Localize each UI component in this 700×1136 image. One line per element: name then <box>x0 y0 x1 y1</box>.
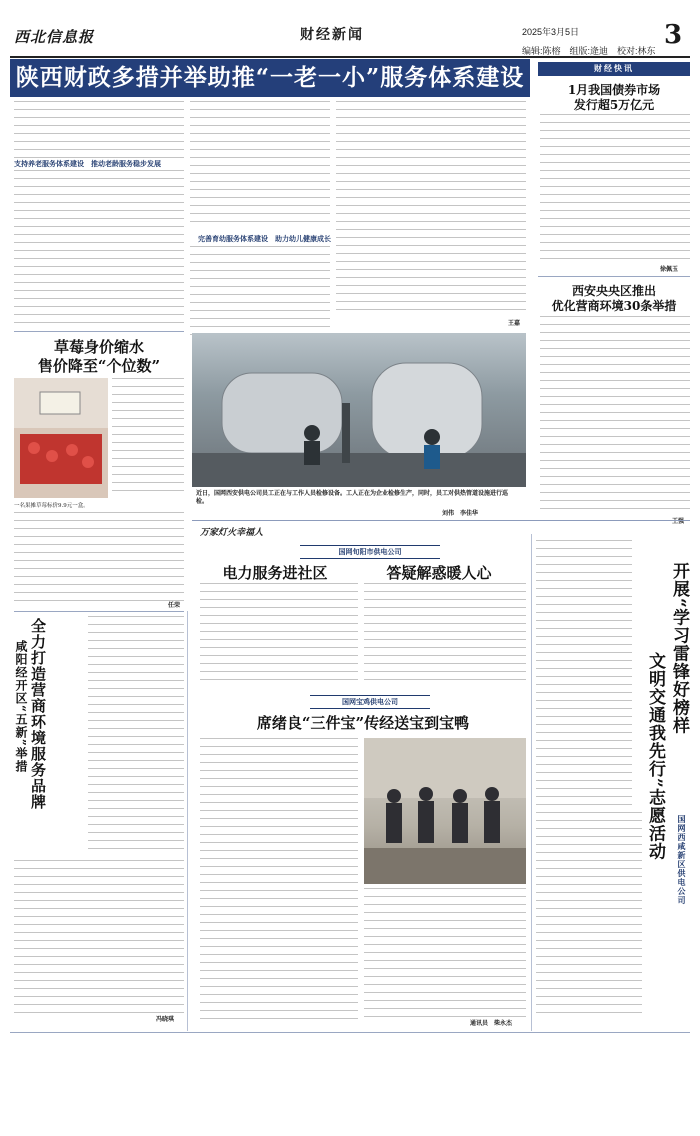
xunyang-headline-b: 答疑解惑暖人心 <box>386 564 492 582</box>
xianyang-vertical-headline-main: 全力打造营商环境服务品牌 <box>29 618 47 810</box>
lead-photo-credit: 刘伟 李佳华 <box>442 511 479 517</box>
lead-byline: 王嘉 <box>508 321 521 327</box>
lead-body-col1 <box>14 101 184 159</box>
strawberry-photo-caption: 一名果摊草莓标价9.9元一盒。 <box>14 503 89 509</box>
volunteer-vertical-headline-a: 开展“学习雷锋好榜样 <box>669 562 689 735</box>
bond-body <box>540 114 690 264</box>
baoji-body-b <box>364 888 526 1018</box>
xianyang-byline: 冯晓琪 <box>156 1017 175 1023</box>
editor-credits: 编辑:陈榕 组版:逄迪 校对:林东 <box>522 46 656 56</box>
page-bottom-rule <box>10 1032 690 1033</box>
business-env-headline-line2: 优化营商环境30条举措 <box>551 299 677 313</box>
masthead-rule <box>10 56 690 58</box>
strawberry-body-b <box>14 512 184 606</box>
newspaper-logo: 西北信息报 <box>14 28 95 46</box>
xianyang-body-b <box>14 860 184 1014</box>
strawberry-body-a <box>112 378 184 498</box>
lead-photo <box>192 333 526 487</box>
xunyang-company-label: 国网旬阳市供电公司 <box>300 545 440 559</box>
baoji-byline: 通讯员 柴永杰 <box>470 1021 513 1027</box>
power-section-band <box>192 520 690 534</box>
xunyang-body-a <box>200 583 358 687</box>
industrial-equipment-photo <box>192 333 526 487</box>
issue-date: 2025年3月5日 <box>522 27 580 37</box>
strawberry-headline-line2: 售价降至“个位数” <box>37 357 161 375</box>
lead-subheading-1: 支持养老服务体系建设 推动老龄服务稳步发展 <box>14 161 161 168</box>
strawberry-headline-line1: 草莓身价缩水 <box>53 338 144 356</box>
lead-body-col1b <box>14 170 184 328</box>
bond-headline-line1: 1月我国债券市场 <box>567 83 661 97</box>
section-title: 财经新闻 <box>300 27 364 43</box>
strawberry-photo <box>14 378 108 498</box>
volunteer-vertical-headline-b: 文明交通我先行”志愿活动 <box>645 652 665 861</box>
lead-body-col2 <box>190 101 330 229</box>
lower-left-divider <box>14 611 184 612</box>
section-divider-left <box>14 331 184 332</box>
business-env-headline-line1: 西安央央区推出 <box>571 284 656 298</box>
business-env-body <box>540 316 690 516</box>
baoji-company-label: 国网宝鸡供电公司 <box>310 695 430 709</box>
masthead <box>0 0 700 60</box>
xixian-body-a <box>536 540 632 808</box>
finance-divider <box>538 276 690 277</box>
baoji-body-a <box>200 738 358 1024</box>
lead-photo-caption: 近日，国网西安供电公司员工正在与工作人员检修设备。工人正在为企业检修生产，同时，员工对供热管道设施进行巡检。 <box>196 490 509 505</box>
xianyang-body-a <box>88 616 184 856</box>
column-rule-1 <box>187 611 188 1031</box>
baoji-headline: 席绪良“三件宝”传经送宝到宝鸭 <box>256 714 470 732</box>
lead-body-col3 <box>336 101 526 315</box>
lead-subheading-2: 完善育幼服务体系建设 助力幼儿健康成长 <box>198 236 331 243</box>
workers-group-photo <box>364 738 526 884</box>
lead-body-col2b <box>190 246 330 338</box>
xunyang-body-b <box>364 583 526 687</box>
power-column-tag: 万家灯火幸福人 <box>200 528 264 538</box>
bond-byline: 徐佩玉 <box>660 267 679 273</box>
lead-headline: 陕西财政多措并举助推“一老一小”服务体系建设 <box>10 59 530 97</box>
strawberry-stall-photo <box>14 378 108 498</box>
finance-flash-bar: 财经快讯 <box>538 62 690 76</box>
volunteer-company-label: 国网西咸新区供电公司 <box>677 815 686 905</box>
page-number: 3 <box>664 20 683 50</box>
business-env-byline: 王强 <box>672 519 685 525</box>
xixian-body-b <box>536 812 642 1018</box>
column-rule-2 <box>531 534 532 1031</box>
strawberry-byline: 任荣 <box>168 603 181 609</box>
bond-headline-line2: 发行超5万亿元 <box>573 98 655 112</box>
xunyang-headline-a: 电力服务进社区 <box>222 564 328 582</box>
baoji-photo <box>364 738 526 884</box>
xianyang-vertical-headline-sub: 咸阳经开区“五新”举措 <box>14 640 28 773</box>
